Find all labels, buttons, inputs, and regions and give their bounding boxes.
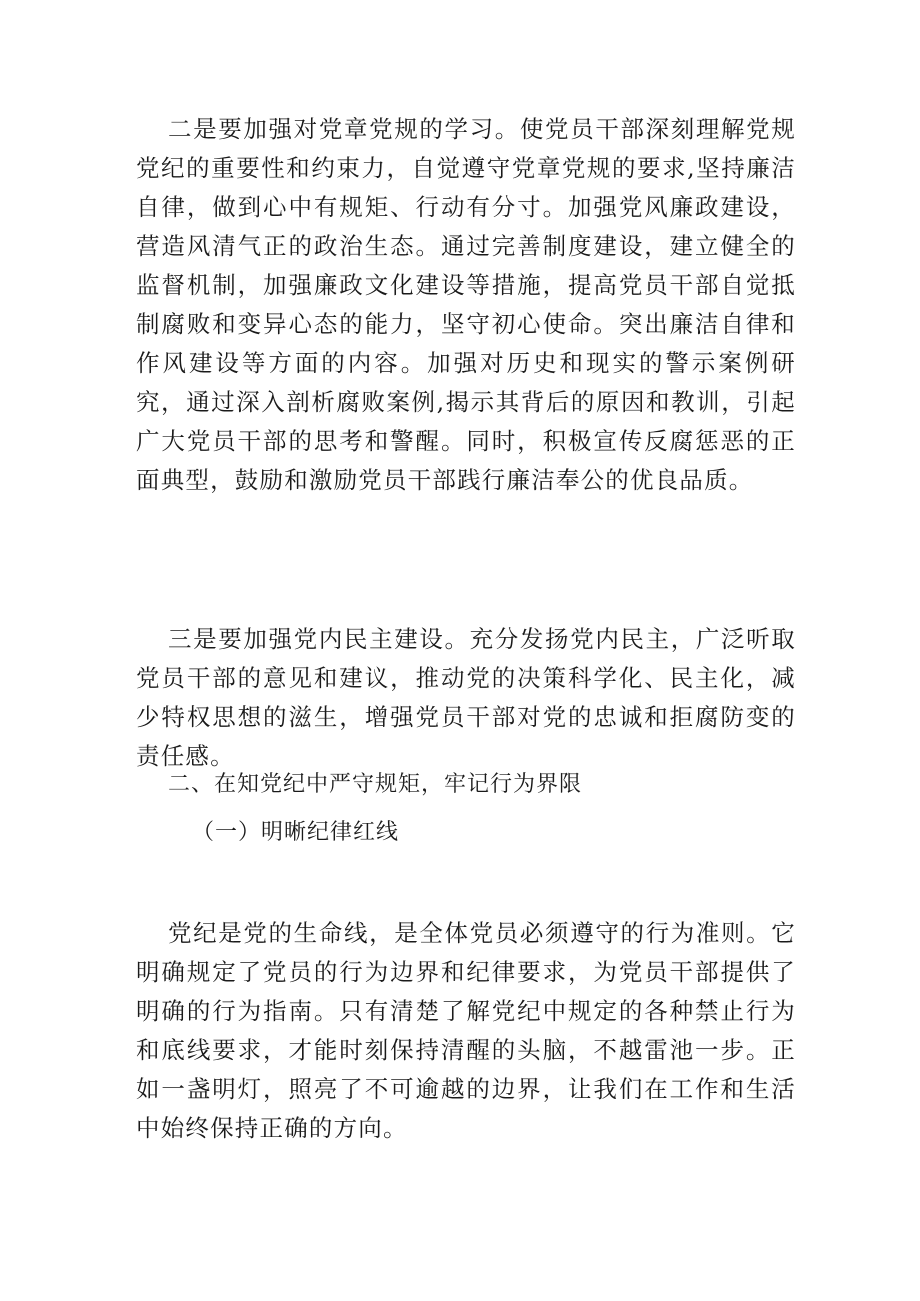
paragraph-discipline-red-line: 党纪是党的生命线，是全体党员必须遵守的行为准则。它明确规定了党员的行为边界和纪律要求，为党员干部提供了明确的行为指南。只有清楚了解党纪中规定的各种禁止行为和底线要求，才能时刻保持清醒的头脑，不越雷池一步。正如一盏明灯，照亮了不可逾越的边界，让我们在工作和生活中始终保持正确的方向。 — [136, 919, 796, 1142]
paragraph-party-regulations-study: 二是要加强对党章党规的学习。使党员干部深刻理解党规党纪的重要性和约束力，自觉遵守党章党规的要求,坚持廉洁自律，做到心中有规矩、行动有分寸。加强党风廉政建设，营造风清气正的政治生态。通过完善制度建设，建立健全的监督机制，加强廉政文化建设等措施，提高党员干部自觉抵制腐败和变异心态的能力，坚守初心使命。突出廉洁自律和作风建设等方面的内容。加强对历史和现实的警示案例研究，通过深入剖析腐败案例,揭示其背后的原因和教训，引起广大党员干部的思考和警醒。同时，积极宣传反腐惩恶的正面典型，鼓励和激励党员干部践行廉洁奉公的优良品质。 — [136, 115, 796, 494]
section-heading: 二、在知党纪中严守规矩，牢记行为界限 — [168, 772, 583, 797]
paragraph-inner-party-democracy: 三是要加强党内民主建设。充分发扬党内民主，广泛听取党员干部的意见和建议，推动党的决策科学化、民主化，减少特权思想的滋生，增强党员干部对党的忠诚和拒腐防变的责任感。 — [136, 625, 796, 770]
subsection-heading: （一）明晰纪律红线 — [192, 820, 400, 845]
